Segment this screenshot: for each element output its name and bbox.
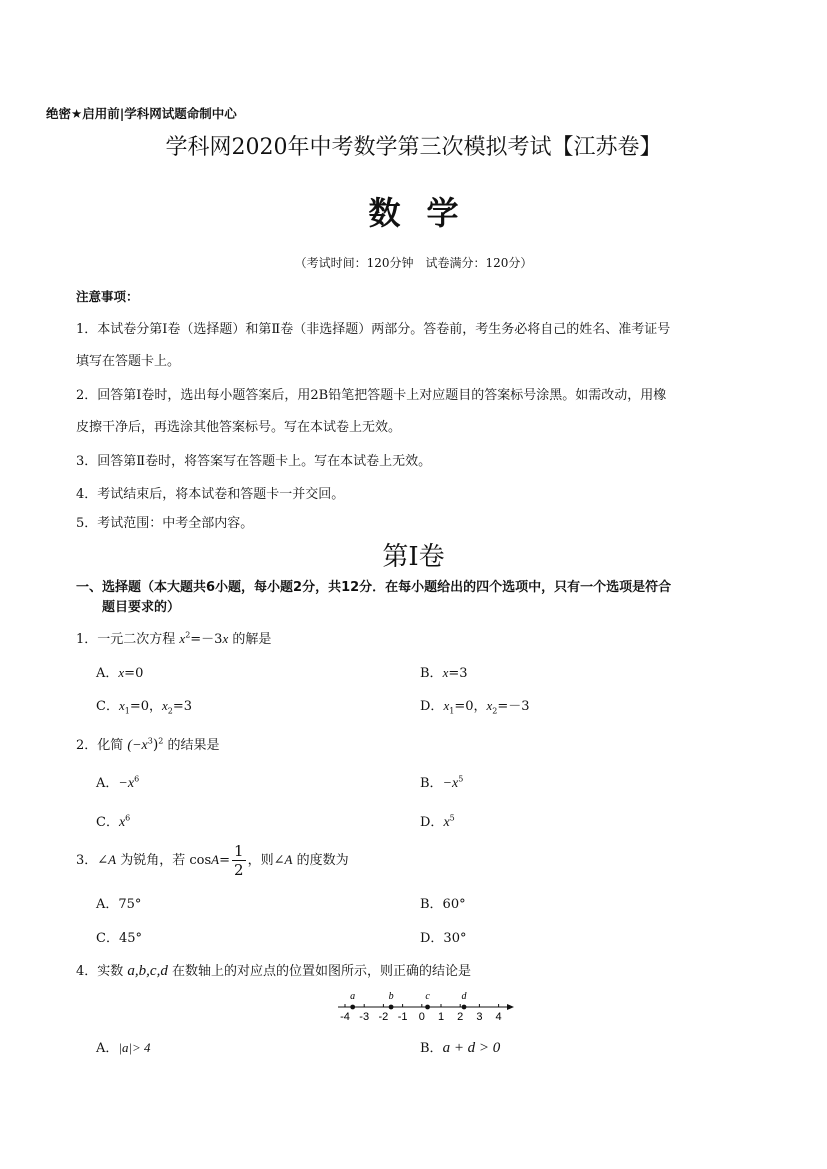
q3-angle: A bbox=[211, 852, 220, 867]
var: x bbox=[118, 698, 125, 713]
q3-mid: 为锐角，若 cos bbox=[116, 853, 212, 868]
option-value: −x bbox=[442, 776, 459, 791]
number-line-figure bbox=[336, 988, 516, 1022]
question-1 bbox=[76, 628, 271, 647]
question-3 bbox=[76, 842, 349, 879]
q2-option-c[interactable] bbox=[96, 811, 130, 831]
q2-expr: (−x bbox=[127, 738, 148, 753]
q2-option-d[interactable] bbox=[420, 811, 455, 831]
option-value: =－3 bbox=[497, 699, 530, 714]
q1-option-c[interactable] bbox=[96, 695, 192, 716]
exp: 5 bbox=[449, 813, 455, 823]
section-heading-line1: 一、选择题（本大题共6小题，每小题2分，共12分．在每小题给出的四个选项中，只有一个选项是符合 bbox=[76, 580, 672, 595]
number-line-point-label: d bbox=[461, 991, 467, 1002]
q1-var: x bbox=[222, 631, 229, 646]
sub: 2 bbox=[167, 706, 173, 716]
exp: 5 bbox=[458, 774, 464, 784]
option-value: |a|> 4 bbox=[118, 1040, 151, 1055]
notice-line: 皮擦干净后，再选涂其他答案标号。写在本试卷上无效。 bbox=[76, 420, 402, 435]
option-value: =3 bbox=[172, 699, 193, 714]
notice-line: 3．回答第Ⅱ卷时，将答案写在答题卡上。写在本试卷上无效。 bbox=[76, 454, 432, 469]
q3-suffix: ，则∠ bbox=[247, 853, 285, 868]
q3-option-b[interactable]: B．60° bbox=[420, 897, 466, 912]
q1-exp: 2 bbox=[185, 630, 191, 640]
q2-option-b[interactable] bbox=[420, 772, 463, 792]
q4-prefix: 4．实数 bbox=[76, 964, 128, 979]
q1-var: x bbox=[179, 631, 186, 646]
q2-option-a[interactable] bbox=[96, 772, 139, 792]
q3-denominator: 2 bbox=[234, 861, 244, 879]
option-value: a + d > 0 bbox=[442, 1040, 501, 1056]
q2-close: ) bbox=[152, 737, 159, 753]
notice-line: 1．本试卷分第Ⅰ卷（选择题）和第Ⅱ卷（非选择题）两部分。答卷前，考生务必将自己的姓名、准考证号 bbox=[76, 322, 671, 337]
q1-option-d[interactable] bbox=[420, 695, 530, 716]
question-4 bbox=[76, 960, 471, 980]
q3-eq: = bbox=[219, 853, 231, 868]
q3-angle: A bbox=[108, 852, 117, 867]
q3-fraction bbox=[232, 842, 246, 879]
option-label: A． bbox=[96, 666, 119, 681]
number-line-tick-label: 2 bbox=[457, 1011, 464, 1022]
number-line-point-label: b bbox=[388, 991, 394, 1002]
exp: 6 bbox=[134, 774, 140, 784]
q4-option-a[interactable] bbox=[96, 1037, 151, 1056]
number-line-point-d bbox=[462, 1005, 467, 1010]
exp: 6 bbox=[125, 813, 131, 823]
number-line-arrow bbox=[507, 1004, 514, 1010]
section-heading bbox=[76, 578, 671, 618]
q3-option-c[interactable]: C．45° bbox=[96, 931, 142, 946]
q3-option-d[interactable]: D．30° bbox=[420, 931, 467, 946]
q3-option-a[interactable]: A．75° bbox=[96, 897, 142, 912]
option-label: B． bbox=[420, 1041, 443, 1056]
q1-option-a[interactable] bbox=[96, 662, 143, 681]
option-value: =0， bbox=[129, 699, 162, 714]
q1-suffix: 的解是 bbox=[228, 632, 272, 647]
q4-suffix: 在数轴上的对应点的位置如图所示，则正确的结论是 bbox=[167, 964, 471, 979]
number-line-tick-label: -4 bbox=[340, 1011, 350, 1022]
q1-option-b[interactable] bbox=[420, 662, 468, 681]
number-line-tick-label: -3 bbox=[359, 1011, 370, 1022]
option-value: =0， bbox=[454, 699, 487, 714]
number-line-point-a bbox=[350, 1005, 355, 1010]
number-line-tick-label: -1 bbox=[397, 1011, 408, 1022]
option-label: C． bbox=[96, 815, 119, 830]
number-line-tick-label: 1 bbox=[437, 1011, 445, 1022]
option-value: x bbox=[118, 815, 126, 830]
exam-info: （考试时间：120分钟 试卷满分：120分） bbox=[294, 256, 533, 270]
q3-angle: A bbox=[284, 852, 293, 867]
option-value: =0 bbox=[124, 666, 144, 681]
option-value: x bbox=[443, 815, 450, 830]
number-line-point-c bbox=[425, 1005, 430, 1010]
var: x bbox=[442, 665, 449, 680]
q3-numerator: 1 bbox=[234, 842, 244, 860]
confidential-label: 绝密★启用前|学科网试题命制中心 bbox=[46, 106, 237, 121]
volume-title: 第Ⅰ卷 bbox=[382, 542, 445, 572]
notice-line: 填写在答题卡上。 bbox=[76, 354, 181, 369]
var: x bbox=[486, 698, 493, 713]
option-value: −x bbox=[118, 776, 135, 791]
option-value: =3 bbox=[448, 666, 468, 681]
option-label: A． bbox=[96, 1041, 119, 1056]
number-line-tick-label: 3 bbox=[476, 1011, 483, 1022]
var: x bbox=[162, 698, 168, 713]
sub: 1 bbox=[124, 706, 130, 716]
var: x bbox=[443, 698, 450, 713]
number-line-tick-label: -2 bbox=[378, 1011, 389, 1022]
option-label: C． bbox=[96, 699, 119, 714]
q1-rhs: =－3 bbox=[190, 632, 223, 647]
var: x bbox=[118, 665, 125, 680]
q4-vars: a,b,c,d bbox=[127, 963, 168, 979]
section-heading-line2: 题目要求的） bbox=[102, 600, 181, 615]
number-line-point-b bbox=[389, 1005, 394, 1010]
q3-suffix: 的度数为 bbox=[292, 853, 349, 868]
notice-heading: 注意事项： bbox=[76, 289, 139, 304]
option-label: B． bbox=[420, 776, 443, 791]
q2-exp-out: 2 bbox=[158, 736, 164, 746]
number-line-point-label: a bbox=[350, 991, 356, 1002]
number-line-point-label: c bbox=[425, 991, 430, 1002]
option-label: A． bbox=[96, 776, 119, 791]
q1-prefix: 1．一元二次方程 bbox=[76, 632, 180, 647]
number-line-tick-label: 4 bbox=[495, 1011, 502, 1022]
sub: 1 bbox=[449, 706, 455, 716]
sub: 2 bbox=[492, 706, 498, 716]
notice-line: 2．回答第Ⅰ卷时，选出每小题答案后，用2B铅笔把答题卡上对应题目的答案标号涂黑。如需改动，用橡 bbox=[76, 388, 667, 403]
option-label: D． bbox=[420, 815, 444, 830]
notice-line: 4．考试结束后，将本试卷和答题卡一并交回。 bbox=[76, 487, 345, 502]
notice-line: 5．考试范围：中考全部内容。 bbox=[76, 516, 254, 531]
q2-suffix: 的结果是 bbox=[163, 738, 220, 753]
q2-prefix: 2．化简 bbox=[76, 738, 128, 753]
option-label: B． bbox=[420, 666, 443, 681]
q4-option-b[interactable] bbox=[420, 1037, 500, 1057]
option-label: D． bbox=[420, 699, 444, 714]
q2-exp-in: 3 bbox=[147, 736, 153, 746]
exam-title: 学科网2020年中考数学第三次模拟考试【江苏卷】 bbox=[165, 135, 662, 160]
question-2 bbox=[76, 734, 220, 754]
number-line-tick-label: 0 bbox=[418, 1011, 425, 1022]
q3-prefix: 3．∠ bbox=[76, 853, 109, 868]
subject-title: 数学 bbox=[368, 194, 485, 232]
